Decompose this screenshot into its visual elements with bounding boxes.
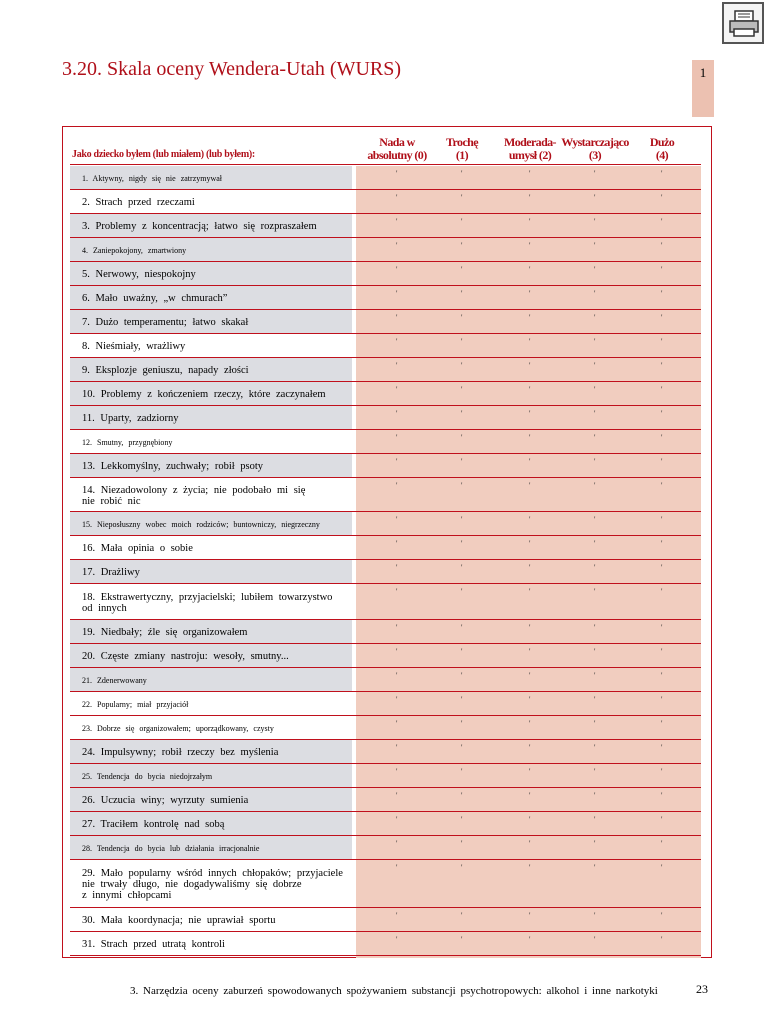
item-label: 19. Niedbały; źle się organizowałem	[70, 620, 352, 643]
column-header-line2: (4)	[655, 148, 669, 162]
rating-option[interactable]: '	[529, 457, 531, 466]
rating-option[interactable]: '	[396, 791, 398, 800]
rating-option[interactable]: '	[661, 647, 663, 656]
rating-option[interactable]: '	[461, 265, 463, 274]
column-header-line2: umysł (2)	[508, 148, 552, 162]
rating-option[interactable]: '	[594, 911, 596, 920]
column-header-line2: absolutny (0)	[367, 148, 427, 162]
rating-option[interactable]: '	[594, 337, 596, 346]
column-header-line1: Dużo	[649, 135, 675, 149]
rating-option[interactable]: '	[594, 385, 596, 394]
rating-option[interactable]: '	[529, 241, 531, 250]
table-row	[70, 740, 701, 764]
rating-option[interactable]: '	[529, 169, 531, 178]
item-label: 16. Mała opinia o sobie	[82, 543, 193, 554]
rating-option[interactable]: '	[461, 193, 463, 202]
rating-option[interactable]: '	[461, 169, 463, 178]
rating-option[interactable]: '	[461, 433, 463, 442]
rating-option[interactable]: '	[396, 587, 398, 596]
rating-option[interactable]: '	[594, 563, 596, 572]
column-header-line1: Moderada-	[504, 135, 556, 149]
item-label: 17. Drażliwy	[70, 560, 352, 583]
rating-option[interactable]: '	[461, 935, 463, 944]
rating-option[interactable]: '	[396, 539, 398, 548]
rating-option[interactable]: '	[461, 457, 463, 466]
rating-option[interactable]: '	[529, 409, 531, 418]
rating-option[interactable]: '	[461, 539, 463, 548]
rating-option[interactable]: '	[594, 815, 596, 824]
rating-option[interactable]: '	[594, 839, 596, 848]
rating-option[interactable]: '	[396, 719, 398, 728]
printer-icon	[728, 9, 760, 39]
rating-option[interactable]: '	[594, 409, 596, 418]
rating-option[interactable]: '	[396, 671, 398, 680]
rating-option[interactable]: '	[396, 911, 398, 920]
rating-option[interactable]: '	[661, 815, 663, 824]
footer-text: 3. Narzędzia oceny zaburzeń spowodowanych spożywaniem substancji psychotropowych: alkohol i inne narkotyki	[130, 985, 658, 997]
rating-option[interactable]: '	[661, 863, 663, 872]
rating-option[interactable]: '	[396, 647, 398, 656]
rating-option[interactable]: '	[396, 515, 398, 524]
rating-option[interactable]: '	[396, 767, 398, 776]
table-row	[70, 190, 701, 214]
table-row	[70, 310, 701, 334]
rating-option[interactable]: '	[661, 361, 663, 370]
item-label: 13. Lekkomyślny, zuchwały; robił psoty	[70, 454, 352, 477]
item-label: 28. Tendencja do bycia lub działania irracjonalnie	[70, 836, 352, 859]
item-label: 9. Eksplozje geniuszu, napady złości	[70, 358, 352, 381]
rating-option[interactable]: '	[594, 481, 596, 490]
rating-option[interactable]: '	[661, 935, 663, 944]
item-label: 10. Problemy z kończeniem rzeczy, które zaczynałem	[70, 382, 352, 405]
rating-option[interactable]: '	[461, 623, 463, 632]
rating-option[interactable]: '	[396, 313, 398, 322]
rating-option[interactable]: '	[661, 671, 663, 680]
table-row	[70, 932, 701, 956]
page-tab	[692, 60, 714, 117]
rating-option[interactable]: '	[594, 313, 596, 322]
rating-option[interactable]: '	[594, 361, 596, 370]
table-row	[70, 382, 701, 406]
rating-option[interactable]: '	[529, 647, 531, 656]
rating-option[interactable]: '	[396, 265, 398, 274]
rating-option[interactable]: '	[396, 409, 398, 418]
rating-option[interactable]: '	[594, 791, 596, 800]
item-label: 22. Popularny; miał przyjaciół	[82, 700, 189, 709]
column-header-line1: Trochę	[446, 135, 478, 149]
rating-option[interactable]: '	[594, 719, 596, 728]
item-label: 20. Częste zmiany nastroju: wesoły, smutny...	[70, 644, 352, 667]
table-row	[70, 214, 701, 238]
rating-option[interactable]: '	[594, 433, 596, 442]
item-label: 8. Nieśmiały, wrażliwy	[82, 341, 186, 352]
rating-option[interactable]: '	[661, 623, 663, 632]
rating-option[interactable]: '	[529, 695, 531, 704]
rating-option[interactable]: '	[461, 289, 463, 298]
item-label: 4. Zaniepokojony, zmartwiony	[70, 238, 352, 261]
rating-option[interactable]: '	[529, 481, 531, 490]
rating-option[interactable]: '	[661, 695, 663, 704]
table-row	[70, 620, 701, 644]
rating-option[interactable]: '	[529, 935, 531, 944]
rating-option[interactable]: '	[529, 839, 531, 848]
table-row	[70, 406, 701, 430]
rating-option[interactable]: '	[529, 313, 531, 322]
table-row	[70, 454, 701, 478]
rating-option[interactable]: '	[461, 719, 463, 728]
rating-option[interactable]: '	[396, 935, 398, 944]
rating-option[interactable]: '	[594, 217, 596, 226]
table-row	[70, 584, 701, 620]
table-row	[70, 644, 701, 668]
rating-option[interactable]: '	[661, 791, 663, 800]
table-row	[70, 166, 701, 190]
item-label: 18. Ekstrawertyczny, przyjacielski; lubiłem towarzystwo od innych	[82, 591, 333, 614]
rating-option[interactable]: '	[594, 587, 596, 596]
rating-option[interactable]: '	[396, 695, 398, 704]
rating-option[interactable]: '	[661, 385, 663, 394]
rating-option[interactable]: '	[461, 695, 463, 704]
rating-option[interactable]: '	[529, 911, 531, 920]
table-row	[70, 908, 701, 932]
rating-option[interactable]: '	[529, 515, 531, 524]
item-label: 21. Zdenerwowany	[70, 668, 352, 691]
table-row	[70, 286, 701, 310]
rating-option[interactable]: '	[461, 791, 463, 800]
table-row	[70, 536, 701, 560]
item-label: 24. Impulsywny; robił rzeczy bez myślenia	[70, 740, 352, 763]
rating-option[interactable]: '	[461, 481, 463, 490]
item-label: 23. Dobrze się organizowałem; uporządkowany, czysty	[82, 724, 274, 733]
item-label: 29. Mało popularny wśród innych chłopaków; przyjaciele nie trwały długo, nie dogadywaliśmy się dobrze z innymi chłopcami	[82, 868, 343, 901]
rating-option[interactable]: '	[396, 361, 398, 370]
rating-option[interactable]: '	[594, 169, 596, 178]
rating-option[interactable]: '	[396, 241, 398, 250]
rating-option[interactable]: '	[461, 911, 463, 920]
table-row	[70, 560, 701, 584]
rating-option[interactable]: '	[594, 241, 596, 250]
rating-option[interactable]: '	[594, 743, 596, 752]
item-label: 14. Niezadowolony z życia; nie podobało mi się nie robić nic	[82, 484, 306, 507]
rating-option[interactable]: '	[461, 815, 463, 824]
table-row	[70, 788, 701, 812]
question-header: Jako dziecko byłem (lub miałem) (lub byłem):	[72, 149, 255, 160]
item-label: 25. Tendencja do bycia niedojrzałym	[70, 764, 352, 787]
rating-option[interactable]: '	[661, 337, 663, 346]
rating-option[interactable]: '	[396, 863, 398, 872]
table-row	[70, 478, 701, 512]
rating-option[interactable]: '	[529, 337, 531, 346]
rating-option[interactable]: '	[594, 695, 596, 704]
rating-option[interactable]: '	[529, 217, 531, 226]
rating-option[interactable]: '	[396, 839, 398, 848]
rating-option[interactable]: '	[661, 193, 663, 202]
column-header-line2: (1)	[455, 148, 469, 162]
table-row	[70, 716, 701, 740]
rating-option[interactable]: '	[461, 743, 463, 752]
item-label: 27. Traciłem kontrolę nad sobą	[70, 812, 352, 835]
table-row	[70, 262, 701, 286]
rating-option[interactable]: '	[661, 515, 663, 524]
rating-option[interactable]: '	[461, 313, 463, 322]
rating-option[interactable]: '	[396, 385, 398, 394]
item-label: 12. Smutny, przygnębiony	[82, 438, 173, 447]
table-row	[70, 860, 701, 908]
rating-option[interactable]: '	[661, 241, 663, 250]
table-row	[70, 836, 701, 860]
page-tab-number: 1	[699, 65, 707, 80]
rating-option[interactable]: '	[594, 623, 596, 632]
rating-option[interactable]: '	[461, 217, 463, 226]
rating-option[interactable]: '	[661, 169, 663, 178]
rating-option[interactable]: '	[396, 815, 398, 824]
rating-option[interactable]: '	[661, 719, 663, 728]
rating-option[interactable]: '	[396, 193, 398, 202]
rating-option[interactable]: '	[594, 863, 596, 872]
rating-option[interactable]: '	[396, 481, 398, 490]
rating-option[interactable]: '	[661, 743, 663, 752]
rating-option[interactable]: '	[396, 563, 398, 572]
rating-option[interactable]: '	[461, 647, 463, 656]
rating-option[interactable]: '	[594, 289, 596, 298]
rating-option[interactable]: '	[529, 719, 531, 728]
rating-option[interactable]: '	[461, 671, 463, 680]
item-label: 1. Aktywny, nigdy się nie zatrzymywał	[70, 166, 352, 189]
item-label: 5. Nerwowy, niespokojny	[70, 262, 352, 285]
rating-option[interactable]: '	[461, 767, 463, 776]
rating-option[interactable]: '	[594, 767, 596, 776]
rating-option[interactable]: '	[396, 289, 398, 298]
rating-option[interactable]: '	[461, 409, 463, 418]
table-row	[70, 334, 701, 358]
rating-option[interactable]: '	[661, 563, 663, 572]
rating-option[interactable]: '	[461, 241, 463, 250]
table-row	[70, 358, 701, 382]
rating-option[interactable]: '	[594, 647, 596, 656]
rating-option[interactable]: '	[661, 433, 663, 442]
rating-option[interactable]: '	[529, 193, 531, 202]
rating-option[interactable]: '	[529, 767, 531, 776]
rating-option[interactable]: '	[461, 515, 463, 524]
rating-option[interactable]: '	[529, 539, 531, 548]
table-row	[70, 238, 701, 262]
item-label: 31. Strach przed utratą kontroli	[82, 939, 225, 950]
rating-option[interactable]: '	[396, 623, 398, 632]
rating-option[interactable]: '	[396, 457, 398, 466]
item-label: 11. Uparty, zadziorny	[70, 406, 352, 429]
column-header	[622, 136, 702, 162]
rating-option[interactable]: '	[396, 169, 398, 178]
rating-option[interactable]: '	[661, 313, 663, 322]
rating-option[interactable]: '	[396, 337, 398, 346]
rating-option[interactable]: '	[396, 743, 398, 752]
table-row	[70, 812, 701, 836]
item-label: 6. Mało uważny, „w chmurach”	[70, 286, 352, 309]
rating-option[interactable]: '	[396, 433, 398, 442]
item-label: 26. Uczucia winy; wyrzuty sumienia	[70, 788, 352, 811]
table-row	[70, 512, 701, 536]
table-row	[70, 668, 701, 692]
table-row	[70, 692, 701, 716]
rating-option[interactable]: '	[461, 337, 463, 346]
rating-option[interactable]: '	[661, 539, 663, 548]
rating-option[interactable]: '	[661, 409, 663, 418]
table-row	[70, 430, 701, 454]
item-label: 30. Mała koordynacja; nie uprawiał sportu	[82, 915, 276, 926]
column-header-line2: (3)	[588, 148, 602, 162]
rating-option[interactable]: '	[461, 587, 463, 596]
rating-option[interactable]: '	[594, 265, 596, 274]
rating-option[interactable]: '	[529, 863, 531, 872]
rating-option[interactable]: '	[529, 289, 531, 298]
item-label: 2. Strach przed rzeczami	[82, 197, 195, 208]
rating-option[interactable]: '	[529, 791, 531, 800]
rating-option[interactable]: '	[529, 815, 531, 824]
rating-option[interactable]: '	[594, 935, 596, 944]
rating-option[interactable]: '	[661, 265, 663, 274]
rating-option[interactable]: '	[396, 217, 398, 226]
rating-option[interactable]: '	[529, 671, 531, 680]
rating-option[interactable]: '	[661, 481, 663, 490]
rating-option[interactable]: '	[461, 361, 463, 370]
print-button[interactable]	[722, 2, 764, 44]
table-row	[70, 764, 701, 788]
rating-option[interactable]: '	[461, 563, 463, 572]
rating-option[interactable]: '	[529, 743, 531, 752]
rating-option[interactable]: '	[594, 515, 596, 524]
rating-option[interactable]: '	[529, 385, 531, 394]
rating-option[interactable]: '	[661, 457, 663, 466]
column-header-line1: Nada w	[379, 135, 415, 149]
item-label: 15. Nieposłuszny wobec moich rodziców; buntowniczy, niegrzeczny	[70, 512, 352, 535]
rating-option[interactable]: '	[594, 539, 596, 548]
column-header-line1: Wystarczająco	[561, 135, 629, 149]
rating-option[interactable]: '	[461, 863, 463, 872]
item-label: 3. Problemy z koncentracją; łatwo się rozpraszałem	[70, 214, 352, 237]
rating-option[interactable]: '	[661, 217, 663, 226]
page-number: 23	[696, 982, 708, 996]
rating-option[interactable]: '	[661, 839, 663, 848]
rating-option[interactable]: '	[461, 839, 463, 848]
page-title: 3.20. Skala oceny Wendera-Utah (WURS)	[62, 58, 402, 80]
rating-option[interactable]: '	[594, 457, 596, 466]
rating-option[interactable]: '	[594, 671, 596, 680]
header-divider	[70, 164, 701, 165]
rating-option[interactable]: '	[461, 385, 463, 394]
item-label: 7. Dużo temperamentu; łatwo skakał	[70, 310, 352, 333]
rating-option[interactable]: '	[661, 911, 663, 920]
rating-option[interactable]: '	[661, 289, 663, 298]
rating-option[interactable]: '	[529, 433, 531, 442]
rating-option[interactable]: '	[529, 623, 531, 632]
rating-option[interactable]: '	[661, 587, 663, 596]
rating-option[interactable]: '	[594, 193, 596, 202]
rating-option[interactable]: '	[529, 563, 531, 572]
rating-option[interactable]: '	[529, 587, 531, 596]
rating-option[interactable]: '	[529, 361, 531, 370]
rating-option[interactable]: '	[529, 265, 531, 274]
rating-option[interactable]: '	[661, 767, 663, 776]
